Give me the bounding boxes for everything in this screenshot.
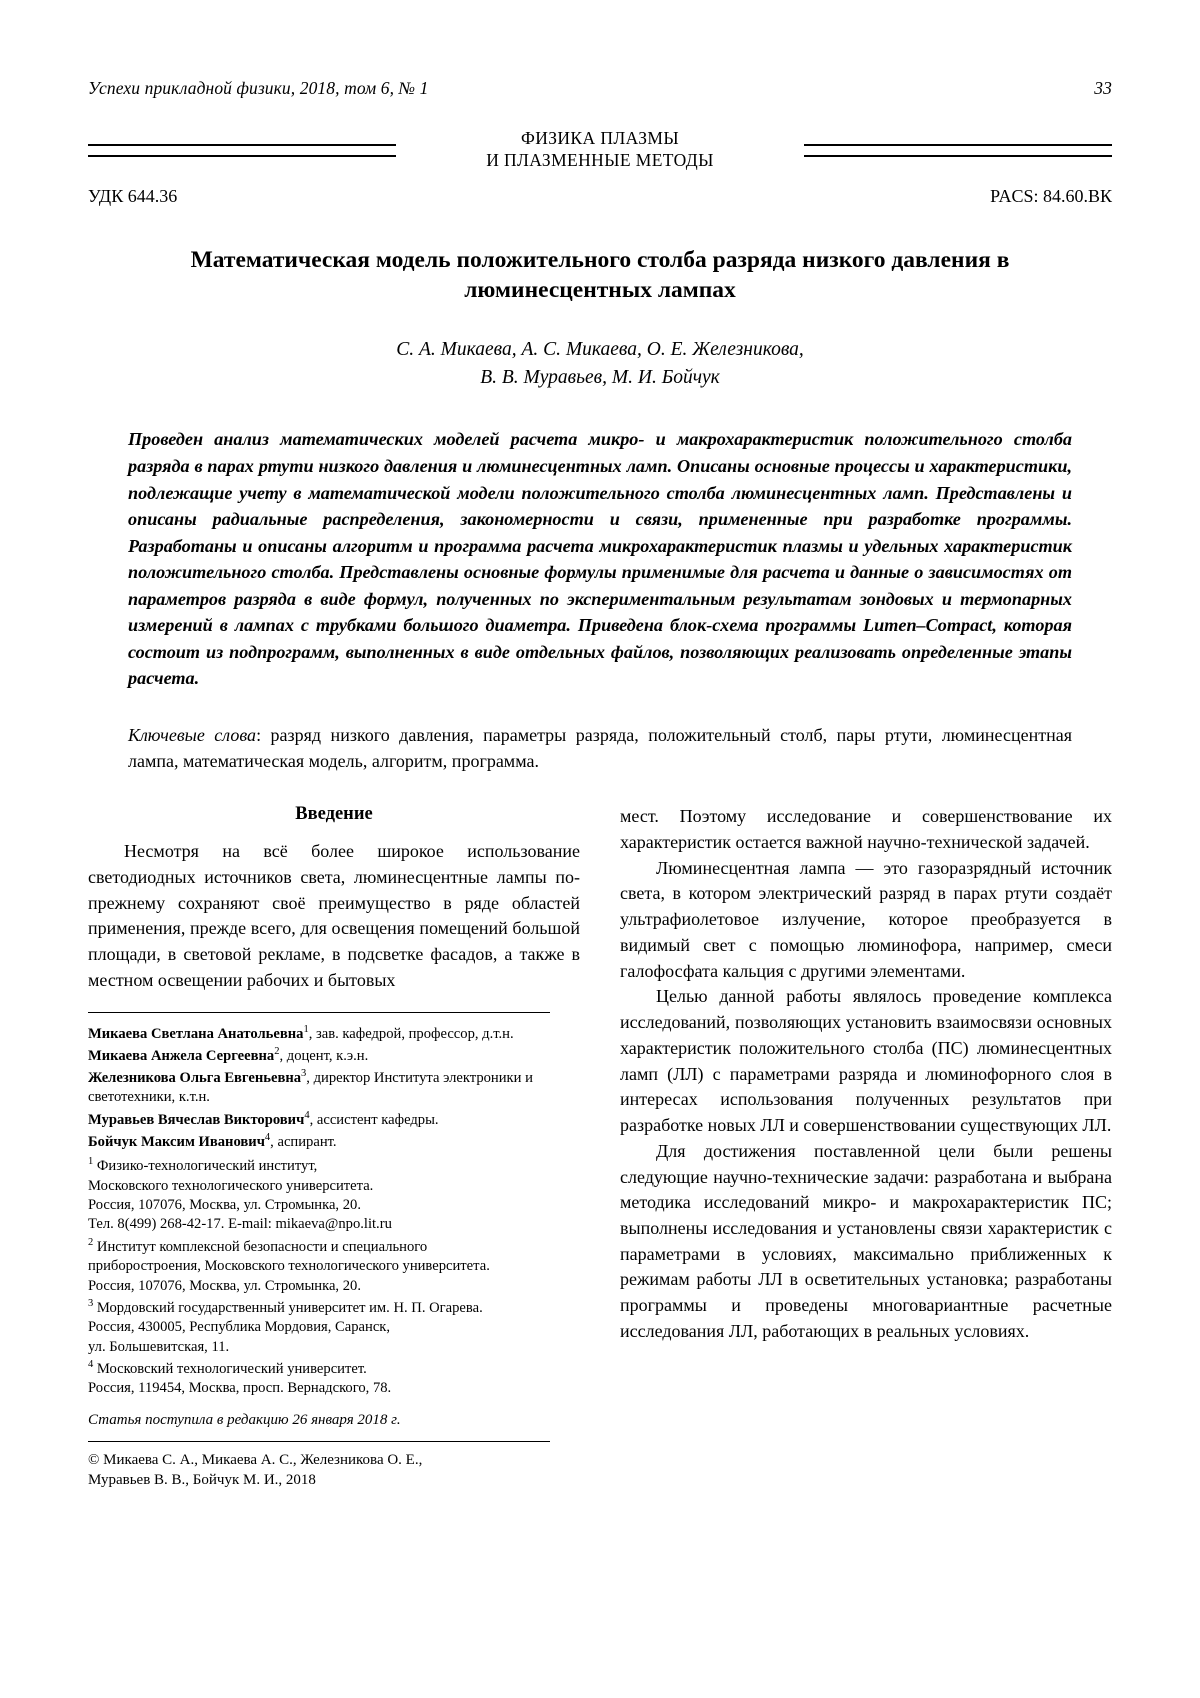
footnote-author-5-name: Бойчук Максим Иванович	[88, 1133, 265, 1150]
classification-codes	[88, 186, 1112, 207]
author-list	[88, 336, 1112, 393]
affiliation-3-sup: 3	[88, 1297, 94, 1309]
affiliation-2-line3: Россия, 107076, Москва, ул. Стромынка, 20.	[88, 1277, 361, 1294]
section-title-line2: И ПЛАЗМЕННЫЕ МЕТОДЫ	[486, 150, 714, 171]
footnote-author-1-sup: 1	[303, 1023, 309, 1035]
affiliation-1-line3: Россия, 107076, Москва, ул. Стромынка, 20.	[88, 1197, 361, 1214]
footnote-author-2-sup: 2	[274, 1045, 280, 1057]
footnote-author-4	[88, 1109, 580, 1130]
copyright-notice	[88, 1450, 580, 1491]
footnote-block	[88, 1023, 580, 1490]
footnote-author-1-name: Микаева Светлана Анатольевна	[88, 1025, 304, 1042]
keywords-text: : разряд низкого давления, параметры разряда, положительный столб, пары ртути, люминесцентная лампа, математическая модель, алгоритм, программа.	[128, 725, 1072, 772]
affiliation-1-sup: 1	[88, 1156, 94, 1168]
footnote-author-2-name: Микаева Анжела Сергеевна	[88, 1047, 275, 1064]
page-number: 33	[1094, 78, 1112, 98]
footnote-author-1-role: , зав. кафедрой, профессор, д.т.н.	[308, 1025, 514, 1042]
journal-reference: Успехи прикладной физики, 2018, том 6, № 1	[88, 78, 429, 98]
affiliation-1	[88, 1155, 580, 1234]
intro-heading: Введение	[295, 804, 373, 825]
footnote-author-5-role: , аспирант.	[270, 1133, 337, 1150]
footnote-divider	[88, 1012, 550, 1013]
affiliation-1-line1: Физико-технологический институт,	[93, 1158, 318, 1175]
footnote-author-1	[88, 1023, 580, 1044]
article-title: Математическая модель положительного столба разряда низкого давления в люминесцентных лампах	[190, 246, 1010, 304]
left-column	[88, 804, 580, 1490]
right-paragraph-4: Для достижения поставленной цели были решены следующие научно-технические задачи: разработана и выбрана методика исследований микро- и макрохарактеристик ПС; выполнены исследования и установлены связи характеристик с параметрами в условиях, максимально приближенных к режимам работы ЛЛ в осветительных установка; разработаны программы и проведены многовариантные расчетные исследования ЛЛ, работающих в реальных условиях.	[620, 1140, 1112, 1341]
right-paragraph-2: Люминесцентная лампа — это газоразрядный источник света, в котором электрический разряд в парах ртути создаёт ультрафиолетовое излучение, которое преобразуется в видимый свет с помощью люминофора, например, смеси галофосфата кальция с другими элементами.	[620, 857, 1112, 981]
body-columns	[88, 804, 1112, 1490]
affiliation-3-line1: Мордовский государственный университет им. Н. П. Огарева.	[93, 1299, 483, 1316]
footnote-author-2	[88, 1045, 580, 1066]
affiliation-3-line2: Россия, 430005, Республика Мордовия, Саранск,	[88, 1319, 391, 1336]
affiliation-1-line2: Московского технологического университета.	[88, 1177, 374, 1194]
copyright-line-1: © Микаева С. А., Микаева А. С., Железникова О. Е.,	[88, 1451, 423, 1468]
section-title-line1: ФИЗИКА ПЛАЗМЫ	[520, 128, 680, 148]
affiliation-3-line3: ул. Большевитская, 11.	[88, 1338, 230, 1355]
received-date: Статья поступила в редакцию 26 января 2018 г.	[88, 1411, 401, 1428]
footnote-author-4-name: Муравьев Вячеслав Викторович	[88, 1111, 305, 1128]
affiliation-2	[88, 1236, 580, 1296]
footnote-author-5	[88, 1131, 580, 1152]
affiliation-4-sup: 4	[88, 1359, 94, 1370]
affiliation-2-line1: Институт комплексной безопасности и специального	[93, 1238, 428, 1255]
copyright-line-2: Муравьев В. В., Бойчук М. И., 2018	[88, 1471, 316, 1488]
abstract: Проведен анализ математических моделей расчета микро- и макрохарактеристик положительного столба разряда в парах ртути низкого давления и люминесцентных ламп. Описаны основные процессы и характеристики, подлежащие учету в математической модели положительного столба люминесцентных ламп. Представлены и описаны радиальные распределения, закономерности и связи, примененные при разработке программы. Разработаны и описаны алгоритм и программа расчета микрохарактеристик плазмы и удельных характеристик положительного столба. Представлены основные формулы применимые для расчета и данные о зависимостях от параметров разряда в виде формул, полученных по экспериментальным результатам зондовых и термопарных измерений в лампах с трубками большого диаметра. Приведена блок-схема программы Lumen–Compact, которая состоит из подпрограмм, выполненных в виде отдельных файлов, позволяющих реализовать определенные этапы расчета.	[128, 429, 1072, 689]
affiliation-4-line1: Московский технологический университет.	[93, 1360, 367, 1377]
keywords-label: Ключевые слова	[128, 725, 257, 746]
footnote-author-4-role: , ассистент кафедры.	[309, 1111, 439, 1128]
footnote-author-3-sup: 3	[301, 1068, 307, 1080]
affiliation-4	[88, 1358, 580, 1399]
footnote-author-3	[88, 1067, 580, 1108]
right-paragraph-3: Целью данной работы являлось проведение комплекса исследований, позволяющих установить взаимосвязи основных характеристик положительного столба (ПС) люминесцентных ламп (ЛЛ) с параметрами разряда и люминофорного слоя в интересах использования полученных результатов при разработке новых ЛЛ и совершенствовании существующих ЛЛ.	[620, 986, 1112, 1136]
section-title	[396, 127, 804, 172]
banner-rule-right	[804, 144, 1112, 157]
affiliation-3	[88, 1297, 580, 1357]
footnote-author-3-role: , директор Института электроники и светотехники, к.т.н.	[88, 1070, 533, 1106]
affiliation-2-line2: приборостроения, Московского технологического университета.	[88, 1258, 490, 1275]
right-paragraph-1: мест. Поэтому исследование и совершенствование их характеристик остается важной научно-технической задачей.	[620, 806, 1112, 852]
copyright-divider	[88, 1441, 550, 1442]
left-paragraph-1: Несмотря на всё более широкое использование светодиодных источников света, люминесцентные лампы по-прежнему сохраняют своё преимущество в ряде областей применения, прежде всего, для освещения помещений большой площади, в световой рекламе, в подсветке фасадов, а также в местном освещении рабочих и бытовых	[88, 841, 580, 990]
footnote-author-3-name: Железникова Ольга Евгеньевна	[88, 1070, 302, 1087]
section-banner	[88, 127, 1112, 172]
banner-rule-left	[88, 144, 396, 157]
right-column	[620, 804, 1112, 1490]
pacs-code: PACS: 84.60.ВК	[990, 185, 1112, 206]
footnote-author-2-role: , доцент, к.э.н.	[279, 1047, 369, 1064]
footnote-author-4-sup: 4	[304, 1109, 310, 1121]
affiliation-1-contact: Тел. 8(499) 268-42-17. E-mail: mikaeva@npo.lit.ru	[88, 1216, 392, 1233]
page-content	[88, 78, 1112, 1490]
keywords	[128, 722, 1072, 774]
author-line-1: С. А. Микаева, А. С. Микаева, О. Е. Железникова,	[396, 338, 804, 360]
author-line-2: В. В. Муравьев, М. И. Бойчук	[480, 367, 720, 389]
footnote-author-5-sup: 4	[264, 1132, 271, 1144]
affiliation-4-line2: Россия, 119454, Москва, просп. Вернадского, 78.	[88, 1380, 392, 1397]
udk-code: УДК 644.36	[88, 185, 178, 206]
running-head	[88, 78, 1112, 99]
affiliation-2-sup: 2	[88, 1236, 94, 1248]
